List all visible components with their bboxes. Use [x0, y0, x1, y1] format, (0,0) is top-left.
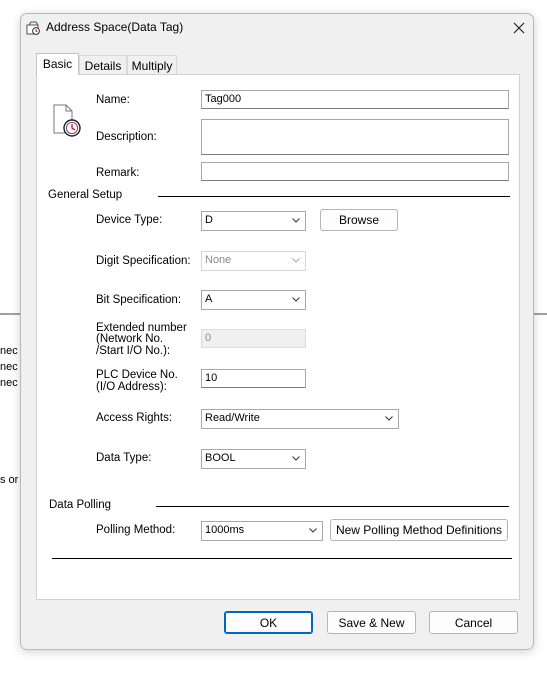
ok-button[interactable] — [224, 611, 313, 634]
chevron-down-icon — [385, 416, 393, 421]
device-type-select[interactable] — [201, 211, 306, 231]
bit-spec-label: Bit Specification: — [96, 294, 182, 306]
extended-number-label: /Start I/O No.): — [96, 345, 171, 357]
extended-number-label: (Network No. — [96, 333, 164, 345]
cancel-button[interactable] — [429, 611, 518, 634]
data-polling-heading: Data Polling — [49, 499, 112, 511]
polling-method-label: Polling Method: — [96, 524, 176, 536]
close-button[interactable] — [505, 14, 533, 42]
chevron-down-icon — [309, 528, 317, 533]
access-rights-value: Read/Write — [205, 412, 260, 424]
data-type-value: BOOL — [205, 452, 236, 464]
new-polling-method-button[interactable] — [330, 519, 508, 541]
digit-spec-select[interactable] — [201, 251, 306, 271]
plc-device-label: PLC Device No. — [96, 369, 178, 381]
remark-field[interactable] — [201, 162, 509, 181]
chevron-down-icon — [292, 297, 300, 302]
tab-details[interactable] — [79, 55, 127, 74]
address-space-dialog — [20, 13, 534, 650]
tab-label: Multiply — [131, 59, 173, 73]
data-polling-divider — [156, 506, 509, 507]
data-type-label: Data Type: — [96, 452, 152, 464]
save-and-new-label: Save & New — [338, 615, 405, 630]
chevron-down-icon — [292, 456, 300, 461]
description-field[interactable] — [201, 119, 509, 155]
chevron-down-icon — [292, 258, 300, 263]
access-rights-label: Access Rights: — [96, 412, 173, 424]
background-text: nec — [0, 361, 18, 373]
new-polling-method-label: New Polling Method Definitions — [335, 523, 503, 537]
name-label: Name: — [96, 94, 130, 106]
name-field[interactable]: Tag000 — [201, 90, 509, 109]
extended-number-label: Extended number — [96, 322, 187, 334]
app-icon — [25, 20, 41, 36]
extended-number-field[interactable]: 0 — [201, 329, 306, 348]
remark-label: Remark: — [96, 167, 140, 179]
chevron-down-icon — [292, 218, 300, 223]
cancel-button-label: Cancel — [454, 615, 493, 630]
background-text: nec — [0, 345, 18, 357]
device-type-label: Device Type: — [96, 214, 163, 226]
plc-device-label: (I/O Address): — [96, 381, 167, 393]
background-text: s or — [0, 474, 19, 486]
basic-tab-panel — [36, 74, 520, 600]
bit-spec-select[interactable] — [201, 290, 306, 310]
device-type-value: D — [205, 214, 213, 226]
description-label: Description: — [96, 131, 157, 143]
tab-multiply[interactable] — [127, 55, 177, 74]
background-divider-left — [0, 313, 21, 315]
tab-basic[interactable] — [36, 53, 79, 75]
save-and-new-button[interactable] — [327, 611, 416, 634]
tab-label: Details — [84, 59, 122, 73]
plc-device-field[interactable]: 10 — [201, 369, 306, 388]
data-tag-icon — [52, 103, 84, 139]
tab-label: Basic — [42, 57, 73, 71]
browse-button[interactable] — [320, 209, 398, 231]
polling-method-select[interactable] — [201, 521, 323, 541]
bottom-divider — [52, 558, 512, 559]
data-type-select[interactable] — [201, 449, 306, 469]
polling-method-value: 1000ms — [205, 524, 245, 536]
ok-button-label: OK — [259, 615, 278, 630]
dialog-title: Address Space(Data Tag) — [46, 20, 184, 34]
close-icon — [513, 22, 525, 34]
title-bar — [21, 14, 533, 42]
general-setup-divider — [158, 196, 510, 197]
digit-spec-label: Digit Specification: — [96, 255, 191, 267]
general-setup-heading: General Setup — [48, 189, 123, 201]
digit-spec-value: None — [205, 254, 232, 266]
browse-button-label: Browse — [338, 213, 379, 227]
bit-spec-value: A — [205, 293, 213, 305]
access-rights-select[interactable] — [201, 409, 399, 429]
background-text: nec — [0, 377, 18, 389]
background-divider-right — [533, 313, 547, 315]
